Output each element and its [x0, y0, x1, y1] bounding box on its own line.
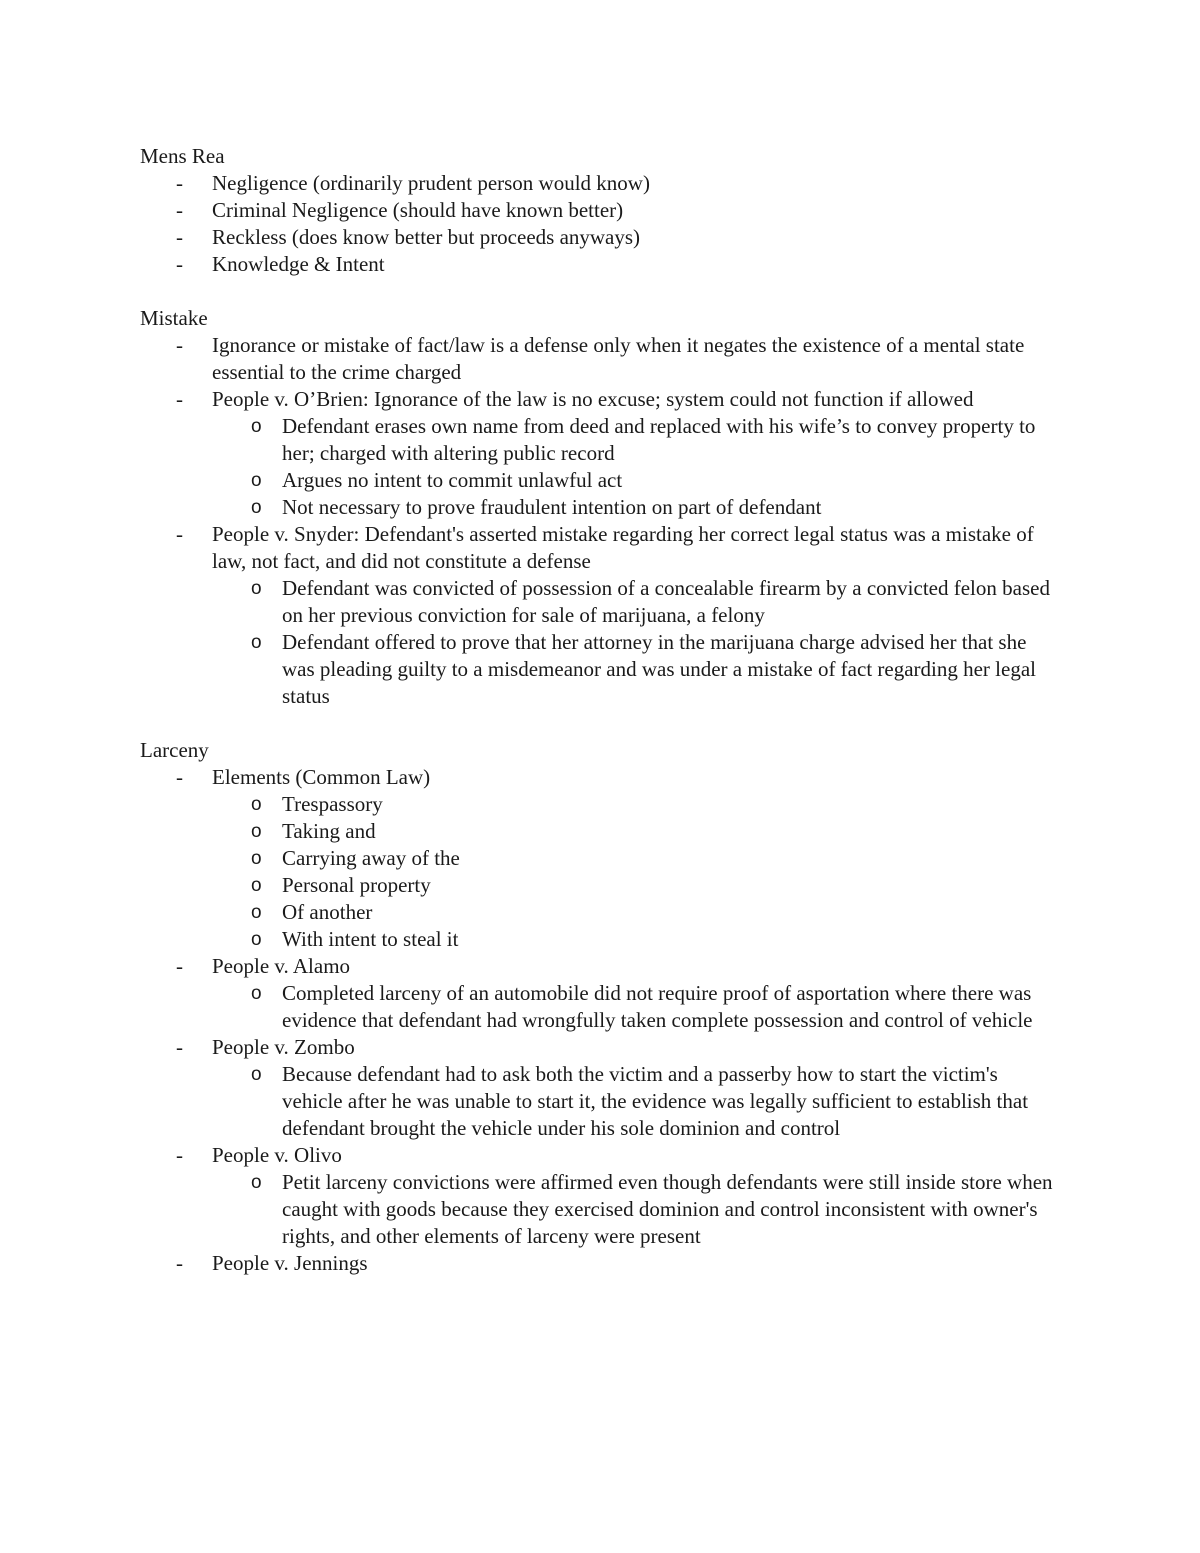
dash-bullet: - — [176, 171, 183, 195]
sub-list-item — [212, 1169, 1060, 1250]
sub-list-item-text: Personal property — [282, 873, 431, 897]
circle-bullet: o — [251, 632, 262, 653]
sub-bullet-list — [212, 791, 1060, 953]
circle-bullet: o — [251, 848, 262, 869]
list-item-text: Reckless (does know better but proceeds anyways) — [212, 225, 641, 249]
circle-bullet: o — [251, 902, 262, 923]
list-item — [140, 1250, 1060, 1277]
sub-list-item-text: Taking and — [282, 819, 376, 843]
dash-bullet: - — [176, 1035, 183, 1059]
list-item — [140, 764, 1060, 953]
sub-list-item — [212, 926, 1060, 953]
sub-list-item-text: Defendant offered to prove that her attorney in the marijuana charge advised her that she was pleading guilty to a misdemeanor and was under a mistake of fact regarding her legal status — [282, 630, 1036, 708]
list-item-text: People v. Jennings — [212, 1251, 368, 1275]
sub-list-item-text: Completed larceny of an automobile did not require proof of asportation where there was evidence that defendant had wrongfully taken complete possession and control of vehicle — [282, 981, 1033, 1032]
sub-bullet-list — [212, 980, 1060, 1034]
section-mistake — [140, 305, 1060, 710]
list-item — [140, 953, 1060, 1034]
dash-bullet: - — [176, 1143, 183, 1167]
section-heading: Larceny — [140, 738, 209, 762]
list-item — [140, 224, 1060, 251]
circle-bullet: o — [251, 1172, 262, 1193]
list-item-text: Knowledge & Intent — [212, 252, 385, 276]
circle-bullet: o — [251, 929, 262, 950]
sub-list-item — [212, 629, 1060, 710]
sub-list-item — [212, 1061, 1060, 1142]
list-item-text: People v. Zombo — [212, 1035, 355, 1059]
sub-list-item — [212, 575, 1060, 629]
sub-bullet-list — [212, 413, 1060, 521]
sub-list-item-text: Defendant erases own name from deed and replaced with his wife’s to convey property to her; charged with altering public record — [282, 414, 1036, 465]
list-item — [140, 386, 1060, 521]
dash-bullet: - — [176, 1251, 183, 1275]
dash-bullet: - — [176, 954, 183, 978]
sub-list-item-text: Of another — [282, 900, 373, 924]
sub-list-item — [212, 845, 1060, 872]
list-item-text: Ignorance or mistake of fact/law is a defense only when it negates the existence of a mental state essential to the crime charged — [212, 333, 1025, 384]
sub-list-item — [212, 980, 1060, 1034]
section-mens-rea — [140, 143, 1060, 278]
list-item — [140, 251, 1060, 278]
circle-bullet: o — [251, 875, 262, 896]
sub-bullet-list — [212, 575, 1060, 710]
list-item-text: People v. Olivo — [212, 1143, 342, 1167]
list-item-text: People v. Alamo — [212, 954, 351, 978]
list-item — [140, 1142, 1060, 1250]
list-item-text: Negligence (ordinarily prudent person would know) — [212, 171, 650, 195]
list-item — [140, 332, 1060, 386]
sub-list-item-text: Defendant was convicted of possession of a concealable firearm by a convicted felon based on her previous conviction for sale of marijuana, a felony — [282, 576, 1050, 627]
sub-list-item-text: Because defendant had to ask both the victim and a passerby how to start the victim's vehicle after he was unable to start it, the evidence was legally sufficient to establish that defendant brought the vehicle under his sole dominion and control — [282, 1062, 1029, 1140]
circle-bullet: o — [251, 416, 262, 437]
dash-bullet: - — [176, 522, 183, 546]
sub-list-item-text: Not necessary to prove fraudulent intention on part of defendant — [282, 495, 822, 519]
dash-bullet: - — [176, 252, 183, 276]
circle-bullet: o — [251, 497, 262, 518]
sub-list-item-text: Argues no intent to commit unlawful act — [282, 468, 623, 492]
circle-bullet: o — [251, 470, 262, 491]
section-larceny — [140, 737, 1060, 1277]
sub-list-item — [212, 818, 1060, 845]
sub-list-item-text: Carrying away of the — [282, 846, 460, 870]
list-item-text: People v. Snyder: Defendant's asserted mistake regarding her correct legal status was a mistake of law, not fact, and did not constitute a defense — [212, 522, 1034, 573]
sub-list-item — [212, 413, 1060, 467]
dash-bullet: - — [176, 225, 183, 249]
section-heading: Mistake — [140, 306, 208, 330]
sub-list-item — [212, 467, 1060, 494]
circle-bullet: o — [251, 578, 262, 599]
list-item — [140, 521, 1060, 710]
sub-list-item-text: Trespassory — [282, 792, 383, 816]
sub-bullet-list — [212, 1169, 1060, 1250]
bullet-list — [140, 764, 1060, 1277]
list-item — [140, 197, 1060, 224]
dash-bullet: - — [176, 765, 183, 789]
sub-list-item-text: Petit larceny convictions were affirmed even though defendants were still inside store when caught with goods because they exercised dominion and control inconsistent with owner's rights, and other elements of larceny were present — [282, 1170, 1053, 1248]
list-item-text: Elements (Common Law) — [212, 765, 431, 789]
list-item-text: People v. O’Brien: Ignorance of the law is no excuse; system could not function if allowed — [212, 387, 974, 411]
bullet-list — [140, 170, 1060, 278]
circle-bullet: o — [251, 794, 262, 815]
sub-list-item — [212, 899, 1060, 926]
list-item — [140, 170, 1060, 197]
circle-bullet: o — [251, 983, 262, 1004]
list-item — [140, 1034, 1060, 1142]
dash-bullet: - — [176, 198, 183, 222]
section-heading: Mens Rea — [140, 144, 225, 168]
circle-bullet: o — [251, 1064, 262, 1085]
dash-bullet: - — [176, 387, 183, 411]
sub-list-item — [212, 494, 1060, 521]
bullet-list — [140, 332, 1060, 710]
circle-bullet: o — [251, 821, 262, 842]
document-page — [140, 143, 1060, 1304]
sub-list-item — [212, 791, 1060, 818]
sub-bullet-list — [212, 1061, 1060, 1142]
list-item-text: Criminal Negligence (should have known better) — [212, 198, 624, 222]
sub-list-item — [212, 872, 1060, 899]
dash-bullet: - — [176, 333, 183, 357]
sub-list-item-text: With intent to steal it — [282, 927, 459, 951]
